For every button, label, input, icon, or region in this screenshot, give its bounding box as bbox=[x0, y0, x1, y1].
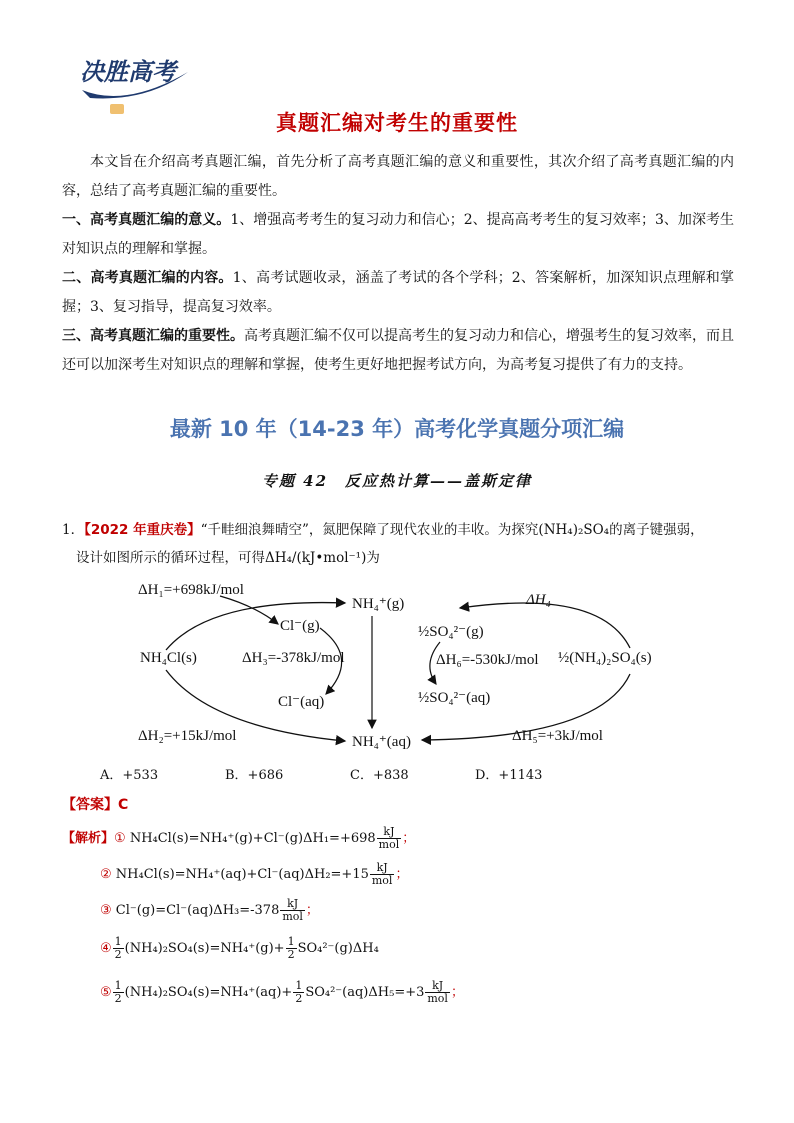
step-4-equation-a: (NH₄)₂SO₄(s)=NH₄⁺(g)+ bbox=[124, 941, 285, 956]
unit-fraction bbox=[377, 826, 402, 851]
half-num: 1 bbox=[295, 979, 303, 992]
half-fraction bbox=[286, 936, 297, 961]
unit-num: kJ bbox=[280, 898, 305, 911]
unit-fraction bbox=[280, 898, 305, 923]
so4-gas: ½SO₄²⁻(g) bbox=[418, 624, 484, 640]
half-num: 1 bbox=[114, 979, 122, 992]
step-5-equation-a: (NH₄)₂SO₄(s)=NH₄⁺(aq)+ bbox=[124, 985, 293, 1000]
half-num: 1 bbox=[114, 935, 122, 948]
analysis-step-2 bbox=[100, 862, 408, 887]
answer-line bbox=[62, 794, 128, 814]
dh3-label: ΔH₃=-378kJ/mol bbox=[242, 650, 345, 666]
question-text-1: “千畦细浪舞晴空”，氮肥保障了现代农业的丰收。为探究(NH₄)₂SO₄的离子键强弱， bbox=[200, 522, 704, 538]
so4-aqueous: ½SO₄²⁻(aq) bbox=[418, 690, 491, 706]
answer-value: C bbox=[118, 797, 129, 813]
importance-body: 高考真题汇编不仅可以提高考生的复习动力和信心，增强考生的复习效率，而且还可以加深考生对知识点的理解和掌握，使考生更好地把握考试方向，为高考复习提供了有力的支持。 bbox=[62, 328, 734, 373]
dh5-label: ΔH₅=+3kJ/mol bbox=[512, 728, 603, 744]
step-5-mark: ⑤ bbox=[100, 985, 112, 1000]
intro-paragraph: 本文旨在介绍高考真题汇编，首先分析了高考真题汇编的意义和重要性，其次介绍了高考真题汇编的内容，总结了高考真题汇编的重要性。 bbox=[62, 154, 734, 199]
semicolon: ； bbox=[305, 903, 319, 918]
half-den: 2 bbox=[295, 992, 303, 1005]
option-d[interactable]: D．+1143 bbox=[475, 768, 543, 783]
half-num: 1 bbox=[287, 935, 295, 948]
page-title: 真题汇编对考生的重要性 bbox=[276, 111, 518, 135]
nh42so4-solid: ½(NH₄)₂SO₄(s) bbox=[558, 650, 652, 666]
content-paragraph bbox=[62, 264, 734, 322]
arrow-dh4 bbox=[460, 603, 630, 648]
step-5-equation-b: SO₄²⁻(aq)ΔH₅=+3 bbox=[305, 985, 425, 1000]
unit-num: kJ bbox=[377, 826, 402, 839]
topic-heading: 专题 42 反应热计算——盖斯定律 bbox=[261, 472, 533, 490]
meaning-paragraph bbox=[62, 206, 734, 264]
logo-text: 决胜高考 bbox=[80, 58, 176, 86]
question-number: 1． bbox=[62, 522, 85, 538]
analysis-step-1 bbox=[62, 826, 415, 851]
unit-fraction bbox=[370, 862, 395, 887]
content-body: 1、高考试题收录，涵盖了考试的各个学科；2、答案解析，加深知识点理解和掌握；3、复习指导，提高复习效率。 bbox=[62, 270, 735, 315]
option-a[interactable]: A．+533 bbox=[100, 768, 159, 783]
unit-den: mol bbox=[282, 910, 303, 923]
step-1-equation: NH₄Cl(s)=NH₄⁺(g)+Cl⁻(g)ΔH₁=+698 bbox=[129, 831, 376, 846]
nh4cl-solid: NH₄Cl(s) bbox=[140, 650, 197, 666]
options bbox=[100, 764, 620, 783]
dh4-label: ΔH₄ bbox=[526, 592, 551, 608]
step-3-mark: ③ bbox=[100, 903, 112, 918]
semicolon: ； bbox=[395, 867, 409, 882]
half-den: 2 bbox=[114, 992, 122, 1005]
semicolon: ； bbox=[450, 985, 464, 1000]
dh6-label: ΔH₆=-530kJ/mol bbox=[436, 652, 539, 668]
cl-gas: Cl⁻(g) bbox=[280, 618, 320, 634]
half-den: 2 bbox=[114, 948, 122, 961]
arrow-to-cl-gas bbox=[220, 596, 278, 624]
nh4-aqueous: NH₄⁺(aq) bbox=[352, 734, 411, 750]
dh1-label: ΔH₁=+698kJ/mol bbox=[138, 582, 244, 598]
question-line-1 bbox=[62, 516, 734, 544]
importance-heading: 三、高考真题汇编的重要性。 bbox=[62, 328, 244, 344]
step-2-equation: NH₄Cl(s)=NH₄⁺(aq)+Cl⁻(aq)ΔH₂=+15 bbox=[115, 867, 369, 882]
unit-den: mol bbox=[378, 838, 400, 851]
dh2-label: ΔH₂=+15kJ/mol bbox=[138, 728, 237, 744]
importance-paragraph bbox=[62, 322, 734, 380]
analysis-step-4 bbox=[100, 936, 379, 961]
nh4-gas: NH₄⁺(g) bbox=[352, 596, 405, 612]
cycle-diagram bbox=[130, 578, 690, 753]
step-2-mark: ② bbox=[100, 867, 112, 882]
section-heading: 最新 10 年（14-23 年）高考化学真题分项汇编 bbox=[169, 417, 625, 441]
step-4-mark: ④ bbox=[100, 941, 112, 956]
content-heading: 二、高考真题汇编的内容。 bbox=[62, 270, 233, 286]
step-1-mark: ① bbox=[114, 831, 126, 846]
option-c[interactable]: C．+838 bbox=[350, 768, 409, 783]
analysis-label: 【解析】 bbox=[62, 831, 115, 846]
semicolon: ； bbox=[402, 831, 416, 846]
meaning-body: 1、增强高考考生的复习动力和信心；2、提高高考考生的复习效率；3、加深考生对知识点的理解和掌握。 bbox=[62, 212, 734, 257]
unit-num: kJ bbox=[370, 862, 395, 875]
analysis-step-5 bbox=[100, 980, 464, 1005]
step-4-equation-b: SO₄²⁻(g)ΔH₄ bbox=[297, 941, 379, 956]
meaning-heading: 一、高考真题汇编的意义。 bbox=[62, 212, 231, 228]
unit-num: kJ bbox=[425, 980, 450, 993]
question-line-2: 设计如图所示的循环过程，可得ΔH₄/(kJ•mol⁻¹)为 bbox=[76, 550, 380, 566]
answer-label: 【答案】 bbox=[62, 797, 118, 813]
question-source: 【2022 年重庆卷】 bbox=[84, 522, 201, 538]
cl-aqueous: Cl⁻(aq) bbox=[278, 694, 325, 710]
half-fraction bbox=[113, 936, 124, 961]
unit-den: mol bbox=[371, 874, 393, 887]
half-fraction bbox=[293, 980, 304, 1005]
unit-fraction bbox=[425, 980, 450, 1005]
half-den: 2 bbox=[287, 948, 295, 961]
half-fraction bbox=[113, 980, 124, 1005]
unit-den: mol bbox=[427, 992, 448, 1005]
step-3-equation: Cl⁻(g)=Cl⁻(aq)ΔH₃=-378 bbox=[115, 903, 280, 918]
analysis-step-3 bbox=[100, 898, 319, 923]
option-b[interactable]: B．+686 bbox=[225, 768, 284, 783]
